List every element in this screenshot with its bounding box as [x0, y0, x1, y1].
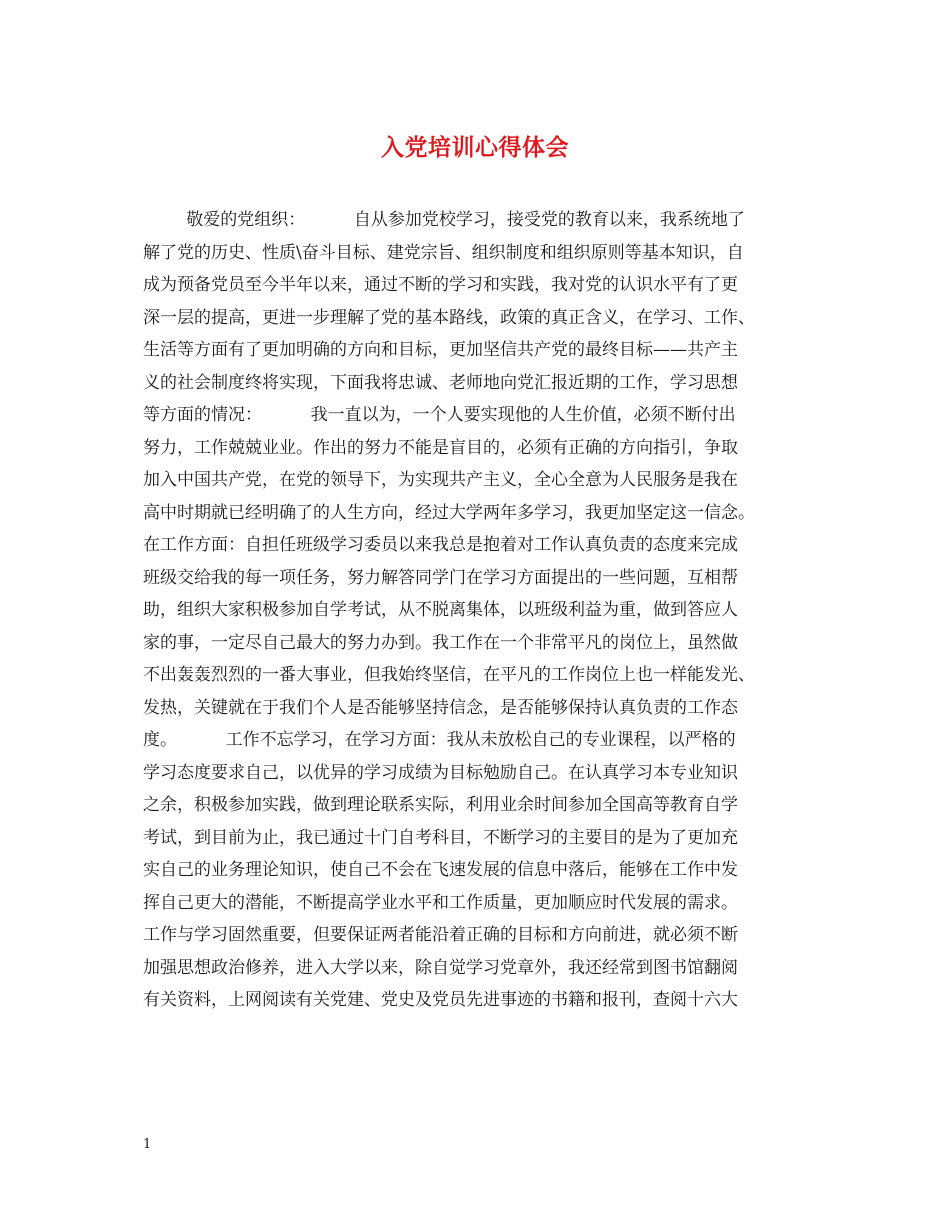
body-line: 发热，关键就在于我们个人是否能够坚持信念，是否能够保持认真负责的工作态	[143, 697, 738, 718]
body-line: 敬爱的党组织： 自从参加党校学习，接受党的教育以来，我系统地了	[143, 210, 745, 230]
body-line: 生活等方面有了更加明确的方向和目标，更加坚信共产党的最终目标——共产主	[143, 340, 738, 360]
body-line: 有关资料，上网阅读有关党建、党史及党员先进事迹的书籍和报刊，查阅十六大	[143, 990, 738, 1010]
body-line: 家的事，一定尽自己最大的努力办到。我工作在一个非常平凡的岗位上，虽然做	[143, 632, 738, 653]
body-line: 挥自己更大的潜能，不断提高学业水平和工作质量，更加顺应时代发展的需求。	[143, 892, 738, 913]
document-title: 入党培训心得体会	[381, 134, 569, 161]
body-line: 等方面的情况： 我一直以为，一个人要实现他的人生价值，必须不断付出	[143, 405, 736, 425]
body-line: 成为预备党员至今半年以来，通过不断的学习和实践，我对党的认识水平有了更	[143, 275, 738, 295]
body-line: 义的社会制度终将实现，下面我将忠诚、老师地向党汇报近期的工作，学习思想	[143, 372, 738, 393]
body-line: 不出轰轰烈烈的一番大事业，但我始终坚信，在平凡的工作岗位上也一样能发光、	[143, 665, 755, 685]
body-line: 班级交给我的每一项任务，努力解答同学门在学习方面提出的一些问题，互相帮	[143, 567, 738, 588]
body-line: 学习态度要求自己，以优异的学习成绩为目标勉励自己。在认真学习本专业知识	[143, 762, 738, 783]
body-line: 努力，工作兢兢业业。作出的努力不能是盲目的，必须有正确的方向指引，争取	[143, 437, 738, 458]
body-line: 考试，到目前为止，我已通过十门自考科目，不断学习的主要目的是为了更加充	[143, 827, 738, 848]
body-line: 实自己的业务理论知识，使自己不会在飞速发展的信息中落后，能够在工作中发	[143, 860, 738, 880]
body-line: 之余，积极参加实践，做到理论联系实际，利用业余时间参加全国高等教育自学	[143, 795, 738, 815]
body-line: 加入中国共产党，在党的领导下，为实现共产主义，全心全意为人民服务是我在	[143, 470, 738, 490]
body-line: 解了党的历史、性质\奋斗目标、建党宗旨、组织制度和组织原则等基本知识，自	[143, 242, 744, 263]
body-line: 高中时期就已经明确了的人生方向，经过大学两年多学习，我更加坚定这一信念。	[143, 502, 755, 523]
body-line: 深一层的提高，更进一步理解了党的基本路线，政策的真正含义，在学习、工作、	[143, 307, 755, 328]
body-line: 度。 工作不忘学习，在学习方面：我从未放松自己的专业课程，以严格的	[143, 730, 736, 750]
page-number: 1	[143, 1137, 152, 1152]
document-body	[143, 204, 833, 1017]
body-line: 工作与学习固然重要，但要保证两者能沿着正确的目标和方向前进，就必须不断	[143, 925, 738, 945]
body-line: 加强思想政治修养，进入大学以来，除自觉学习党章外，我还经常到图书馆翻阅	[143, 957, 738, 978]
body-line: 助，组织大家积极参加自学考试，从不脱离集体，以班级利益为重，做到答应人	[143, 600, 738, 620]
body-line: 在工作方面：自担任班级学习委员以来我总是抱着对工作认真负责的态度来完成	[143, 535, 738, 555]
